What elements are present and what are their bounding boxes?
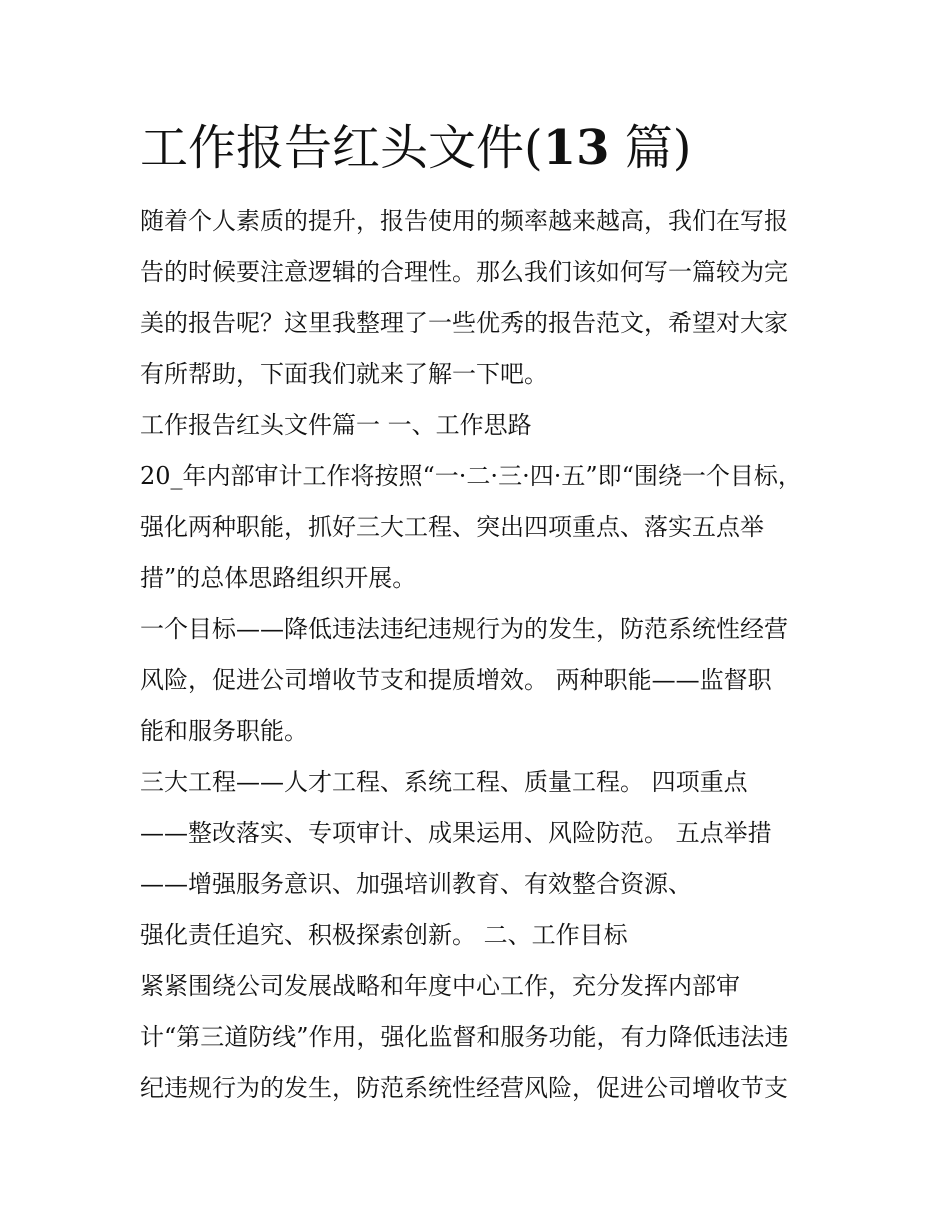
intro-line-2: 告的时候要注意逻辑的合理性。那么我们该如何写一篇较为完 xyxy=(140,258,788,286)
title-main: 工作报告红头文件( xyxy=(140,120,543,176)
body-line-13: 纪违规行为的发生，防范系统性经营风险，促进公司增收节支 xyxy=(140,1074,788,1102)
body-line-11: 紧紧围绕公司发展战略和年度中心工作，充分发挥内部审 xyxy=(140,972,740,1000)
title-tail: 篇) xyxy=(609,120,692,176)
body-line-10: 强化责任追究、积极探索创新。 二、工作目标 xyxy=(140,921,628,949)
intro-line-3: 美的报告呢？这里我整理了一些优秀的报告范文，希望对大家 xyxy=(140,309,788,337)
title-count: 13 xyxy=(542,120,610,176)
document-title xyxy=(140,118,692,178)
body-line-6: 能和服务职能。 xyxy=(140,717,308,745)
intro-line-4: 有所帮助，下面我们就来了解一下吧。 xyxy=(140,360,548,388)
body-line-8: ——整改落实、专项审计、成果运用、风险防范。 五点举措 xyxy=(140,819,772,847)
intro-line-1: 随着个人素质的提升，报告使用的频率越来越高，我们在写报 xyxy=(140,207,788,235)
body-line-3: 措”的总体思路组织开展。 xyxy=(140,564,417,592)
body-line-4: 一个目标——降低违法违纪违规行为的发生，防范系统性经营 xyxy=(140,615,788,643)
body-line-5: 风险，促进公司增收节支和提质增效。 两种职能——监督职 xyxy=(140,666,772,694)
body-line-1: 20_年内部审计工作将按照“一·二·三·四·五”即“围绕一个目标， xyxy=(140,462,802,490)
section-heading-1: 工作报告红头文件篇一 一、工作思路 xyxy=(140,411,532,439)
body-line-7: 三大工程——人才工程、系统工程、质量工程。 四项重点 xyxy=(140,768,748,796)
body-line-9: ——增强服务意识、加强培训教育、有效整合资源、 xyxy=(140,870,692,898)
body-line-2: 强化两种职能，抓好三大工程、突出四项重点、落实五点举 xyxy=(140,513,764,541)
body-line-12: 计“第三道防线”作用，强化监督和服务功能，有力降低违法违 xyxy=(140,1023,789,1051)
